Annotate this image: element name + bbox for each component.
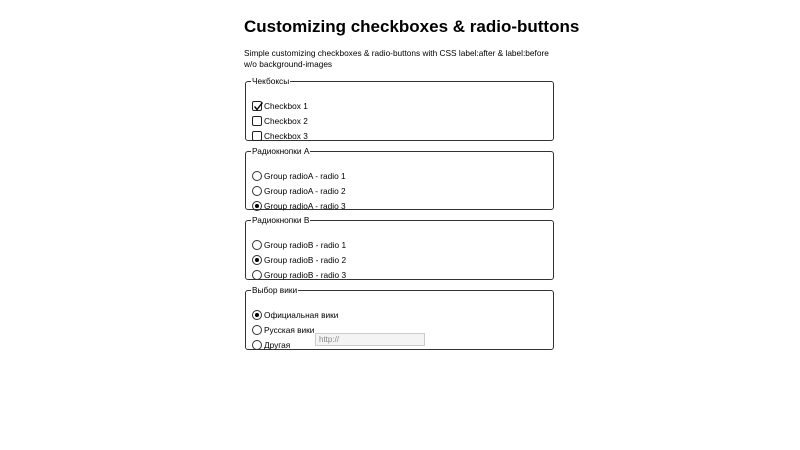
- page-description: Simple customizing checkboxes & radio-buttons with CSS label:after & label:before w/o background-images: [244, 48, 549, 69]
- wiki-legend: Выбор вики: [252, 285, 298, 295]
- wiki-official-button[interactable]: [252, 310, 262, 320]
- checkbox-2-box[interactable]: [252, 116, 262, 126]
- page-title: Customizing checkboxes & radio-buttons: [244, 17, 580, 36]
- radio-a-1[interactable]: [252, 170, 346, 182]
- wiki-russian[interactable]: [252, 324, 314, 336]
- radio-a-1-label[interactable]: Group radioA - radio 1: [264, 171, 346, 181]
- radio-b-3-label[interactable]: Group radioB - radio 3: [264, 270, 347, 280]
- checkbox-1-box[interactable]: [252, 101, 262, 111]
- radio-a-legend: Радиокнопки А: [252, 146, 310, 156]
- radio-a-3-label[interactable]: Group radioA - radio 3: [264, 201, 346, 211]
- wiki-russian-label[interactable]: Русская вики: [264, 325, 315, 335]
- radio-a-fieldset: [245, 146, 554, 210]
- checkbox-3[interactable]: [252, 130, 308, 142]
- wiki-other-button[interactable]: [252, 340, 262, 350]
- wiki-url-input[interactable]: [315, 333, 425, 346]
- wiki-official-label[interactable]: Официальная вики: [264, 310, 339, 320]
- wiki-russian-button[interactable]: [252, 325, 262, 335]
- checkbox-1[interactable]: [252, 100, 308, 112]
- radio-b-2[interactable]: [252, 254, 346, 266]
- radio-b-legend: Радиокнопки B: [252, 215, 310, 225]
- radio-a-3[interactable]: [252, 200, 346, 212]
- radio-b-3[interactable]: [252, 269, 346, 281]
- wiki-official[interactable]: [252, 309, 338, 321]
- radio-a-3-button[interactable]: [252, 201, 262, 211]
- checkboxes-fieldset: [245, 76, 554, 141]
- checkbox-2[interactable]: [252, 115, 308, 127]
- radio-b-2-label[interactable]: Group radioB - radio 2: [264, 255, 347, 265]
- radio-b-2-button[interactable]: [252, 255, 262, 265]
- checkbox-2-label[interactable]: Checkbox 2: [264, 116, 308, 126]
- checkboxes-legend: Чекбоксы: [252, 76, 290, 86]
- radio-a-2-label[interactable]: Group radioA - radio 2: [264, 186, 346, 196]
- radio-a-1-button[interactable]: [252, 171, 262, 181]
- radio-a-2[interactable]: [252, 185, 346, 197]
- wiki-other[interactable]: [252, 339, 290, 351]
- checkbox-3-box[interactable]: [252, 131, 262, 141]
- checkbox-3-label[interactable]: Checkbox 3: [264, 131, 308, 141]
- radio-b-fieldset: [245, 215, 554, 280]
- wiki-other-label[interactable]: Другая: [264, 340, 291, 350]
- radio-b-1-label[interactable]: Group radioB - radio 1: [264, 240, 347, 250]
- radio-b-3-button[interactable]: [252, 270, 262, 280]
- radio-b-1[interactable]: [252, 239, 346, 251]
- radio-a-2-button[interactable]: [252, 186, 262, 196]
- checkbox-1-label[interactable]: Checkbox 1: [264, 101, 308, 111]
- radio-b-1-button[interactable]: [252, 240, 262, 250]
- checkmark-icon: [253, 101, 264, 112]
- wiki-fieldset: [245, 285, 554, 350]
